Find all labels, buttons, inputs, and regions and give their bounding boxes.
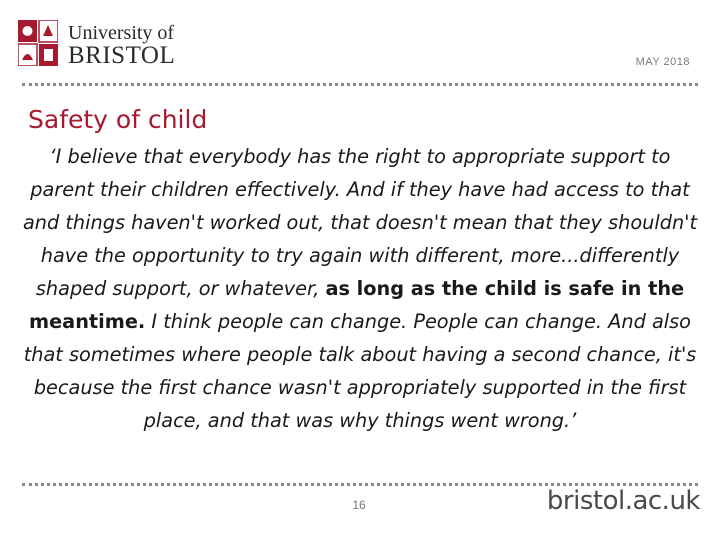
quote-part-1: ‘I believe that everybody has the right to appropriate support to parent their children effectively. And if they have had access to that and things haven't worked out, that doesn't mean that they shouldn't have the opportunity to try again with different, more...differently shaped support, or whatever, [22, 145, 698, 300]
slide-date: MAY 2018 [635, 56, 690, 68]
slide-title: Safety of child [28, 105, 208, 134]
university-crest-icon [18, 20, 58, 66]
page-number: 16 [352, 498, 366, 512]
university-logo [18, 20, 178, 70]
quote-part-2: I think people can change. People can change. And also that sometimes where people talk about having a second chance, it's because the first chance wasn't appropriately supported in the first place, and that was why things went wrong.’ [23, 310, 697, 432]
quote-emphasis: as long as the child is safe in the meantime. [29, 277, 685, 333]
quote-text [18, 140, 702, 437]
header-divider [22, 83, 698, 86]
footer-url: bristol.ac.uk [546, 486, 700, 516]
logo-line-bristol: BRISTOL [68, 42, 176, 69]
logo-line-university: University of [68, 22, 175, 44]
